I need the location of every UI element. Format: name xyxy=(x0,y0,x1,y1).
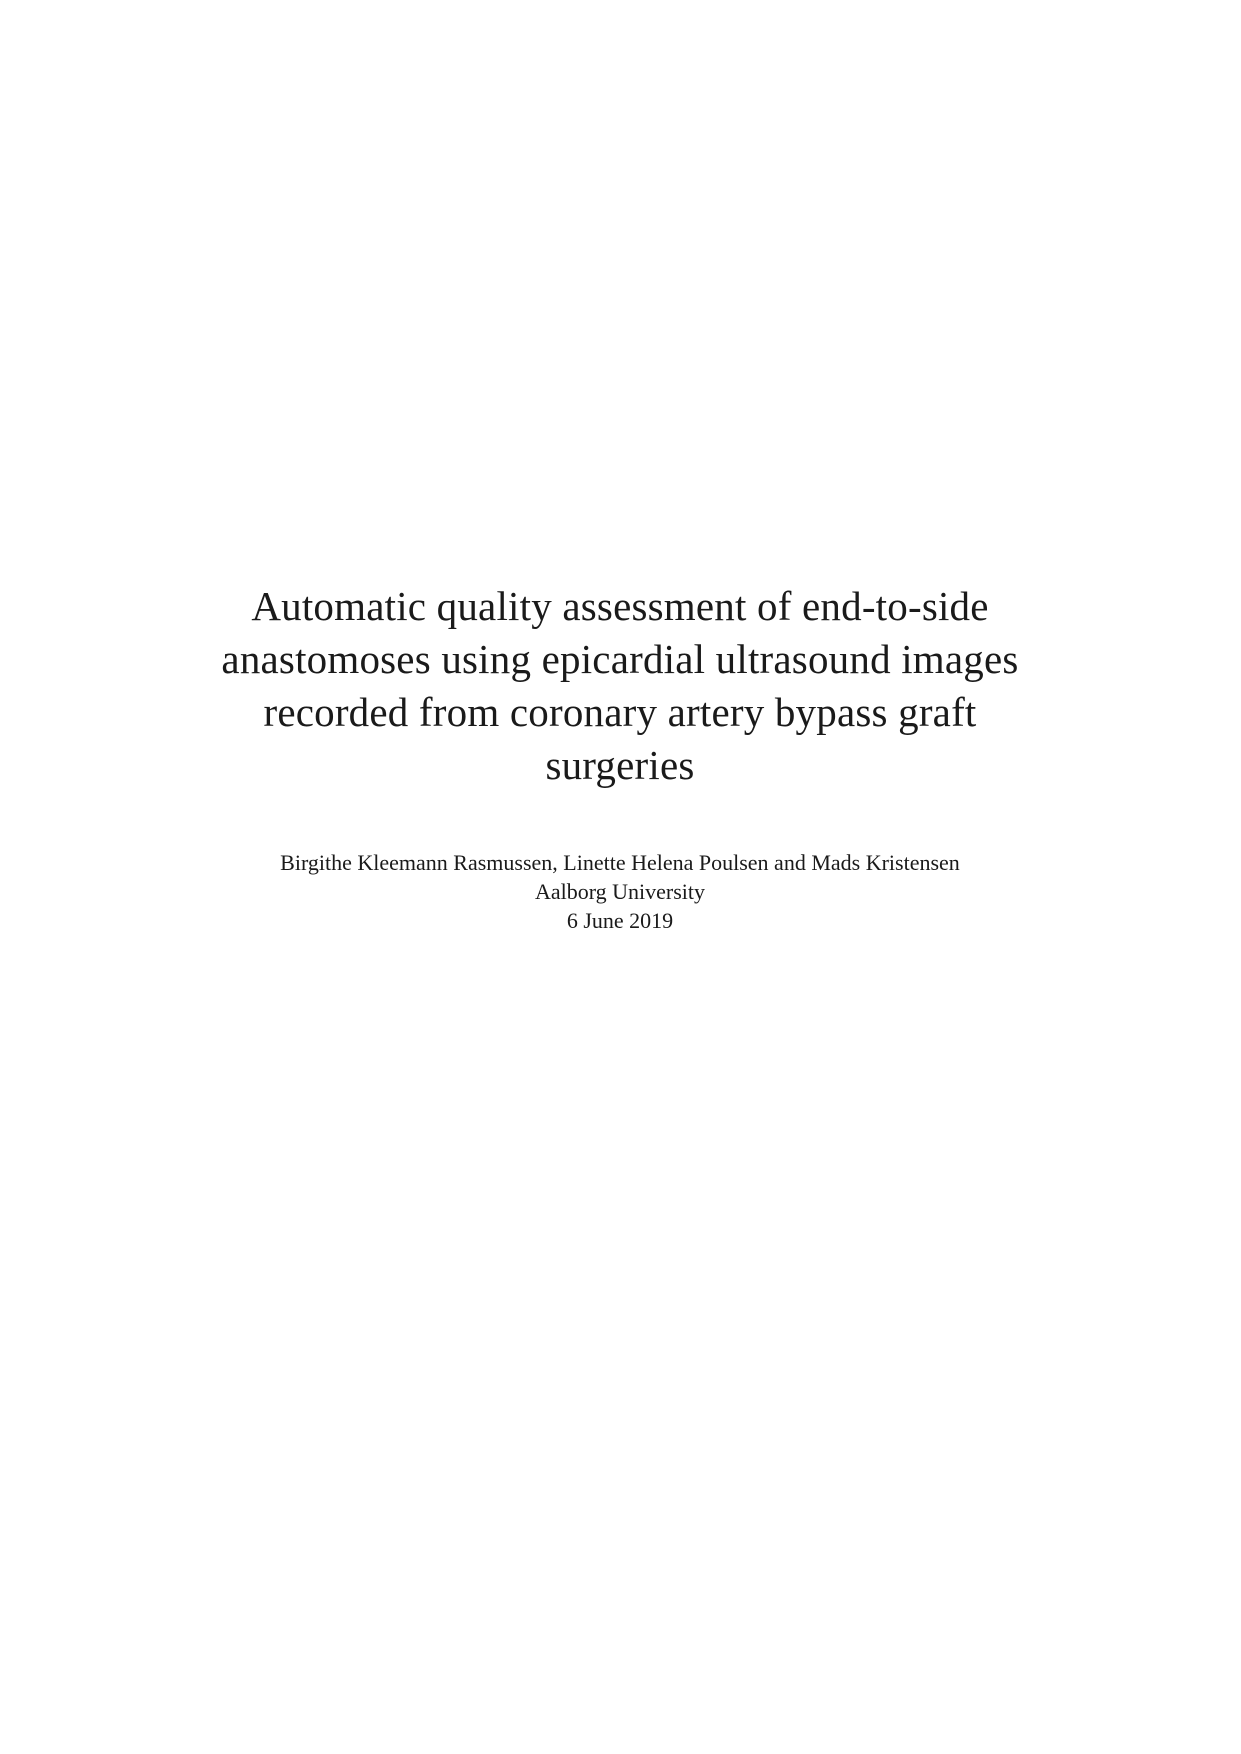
date: 6 June 2019 xyxy=(566,908,674,933)
title-line: Automatic quality assessment of end-to-side xyxy=(251,583,989,629)
authors: Birgithe Kleemann Rasmussen, Linette Helena Poulsen and Mads Kristensen xyxy=(280,850,960,875)
document-title xyxy=(120,580,1120,792)
title-line: anastomoses using epicardial ultrasound images xyxy=(221,636,1019,682)
title-line: recorded from coronary artery bypass graft xyxy=(263,689,977,735)
author-block xyxy=(120,848,1120,935)
affiliation: Aalborg University xyxy=(534,879,706,904)
title-line: surgeries xyxy=(545,742,695,788)
